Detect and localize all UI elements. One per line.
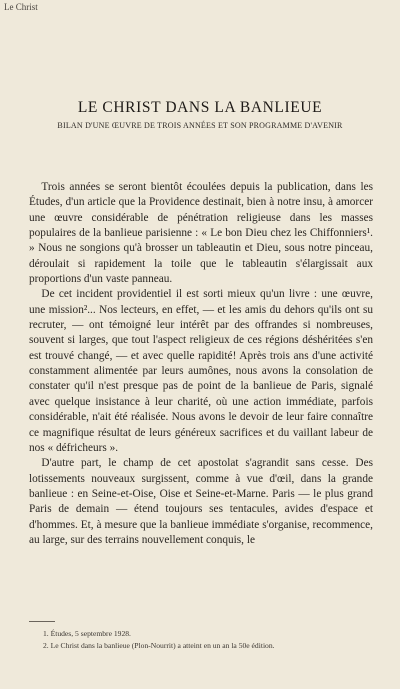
article-subtitle: BILAN D'UNE ŒUVRE DE TROIS ANNÉES ET SON PROGRAMME D'AVENIR <box>57 121 343 130</box>
footnote: 1. Études, 5 septembre 1928. <box>43 629 131 638</box>
footnote: 2. Le Christ dans la banlieue (Plon-Nourrit) a atteint en un an la 50e édition. <box>43 641 275 650</box>
article-body <box>29 180 373 548</box>
running-header: Le Christ <box>4 2 38 12</box>
paragraph: De cet incident providentiel il est sorti mieux qu'un livre : une œuvre, une mission²... Nos lecteurs, en effet, — et les amis du dehors qu'ils ont su recruter, — ont témoigné leur intérêt par des offrandes si nombreuses, souvent si larges, que tout l'aspect religieux de ces régions déshéritées s'en est trouvé changé, — et avec quelle rapidité! Après trois ans d'une activité constamment alimentée par leurs aumônes, nous avons la consolation de constater qu'il n'est presque pas de point de la banlieue de Paris, signalé avec quelque insistance à leur charité, où une action immédiate, parfois considérable, n'ait été réalisée. Nous avons le devoir de leur faire connaître ce magnifique résultat de leurs généreux sacrifices et du vaillant labeur de nos « défricheurs ». <box>29 288 373 454</box>
article-title: LE CHRIST DANS LA BANLIEUE <box>77 99 323 116</box>
paragraph: Trois années se seront bientôt écoulées depuis la publication, dans les Études, d'un article que la Providence destinait, bien à notre insu, à amorcer une œuvre considérable de pénétration religieuse dans les masses populaires de la banlieue parisienne : « Le bon Dieu chez les Chiffonniers¹. » Nous ne songions qu'à brosser un tableautin et Dieu, sous notre pinceau, déroulait si rapidement la toile que le tableautin s'élargissait aux proportions d'un vaste panneau. <box>29 181 373 286</box>
footnotes <box>29 628 373 652</box>
paragraph: D'autre part, le champ de cet apostolat s'agrandit sans cesse. Des lotissements nouveaux surgissent, comme à vue d'œil, dans la grande banlieue : en Seine-et-Oise, Oise et Seine-et-Marne. Paris — le plus grand Paris de demain — étend toujours ses tentacules, avides d'espace et d'hommes. Et, à mesure que la banlieue immédiate s'organise, recommence, au large, sur des terrains nouvellement conquis, le <box>29 457 373 546</box>
footnote-separator <box>29 621 55 622</box>
